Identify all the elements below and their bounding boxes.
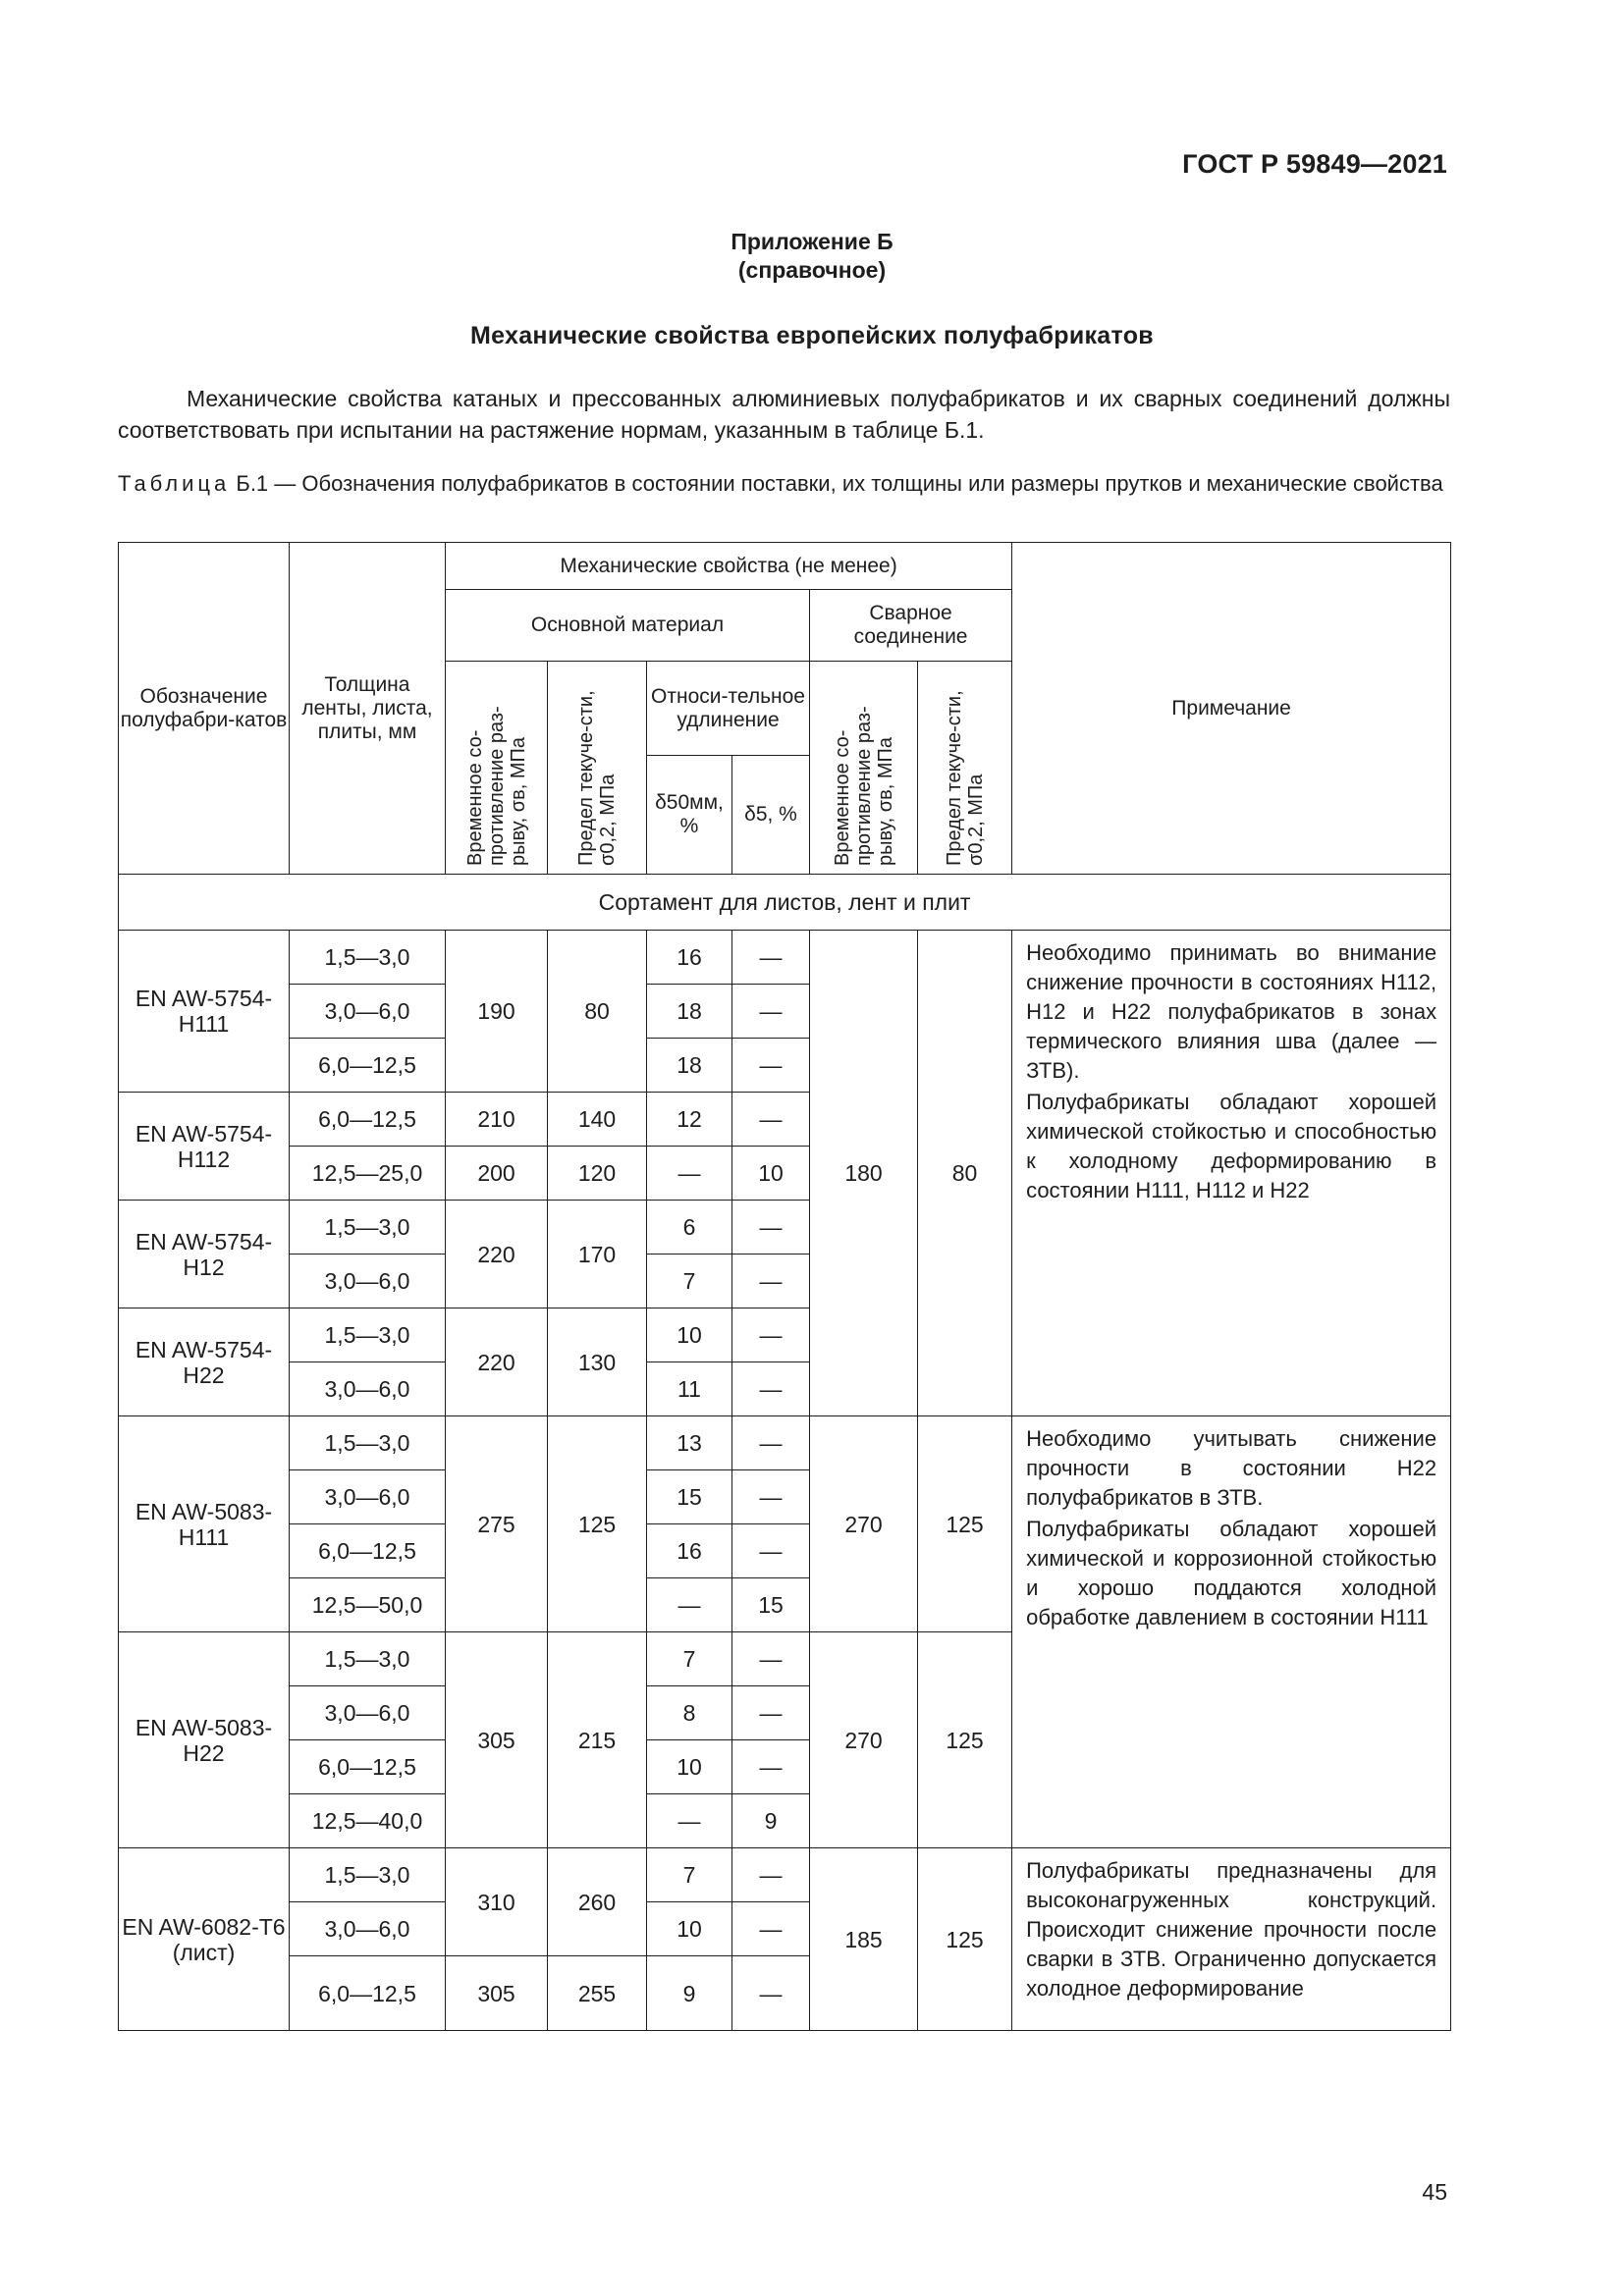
weld-tensile-cell: 270: [810, 1416, 918, 1632]
note-cell: [1012, 1848, 1451, 2031]
d5-cell: —: [732, 1686, 810, 1740]
d50-cell: 7: [647, 1848, 732, 1902]
yield-cell: 140: [548, 1093, 647, 1147]
header-mech: Механические свойства (не менее): [446, 543, 1012, 590]
d5-cell: —: [732, 1362, 810, 1416]
d50-cell: 13: [647, 1416, 732, 1470]
thickness-cell: 3,0—6,0: [290, 1470, 446, 1524]
d5-cell: —: [732, 1848, 810, 1902]
tensile-cell: 310: [446, 1848, 548, 1956]
caption-label: Таблица: [118, 471, 231, 496]
d50-cell: 12: [647, 1093, 732, 1147]
header-weld: Сварное соединение: [810, 590, 1012, 662]
d5-cell: 9: [732, 1794, 810, 1848]
tensile-cell: 305: [446, 1956, 548, 2031]
header-designation: Обозначение полуфабри-катов: [119, 543, 290, 875]
tensile-cell: 190: [446, 931, 548, 1093]
thickness-cell: 1,5—3,0: [290, 1416, 446, 1470]
page-number: 45: [1422, 2179, 1447, 2205]
thickness-cell: 6,0—12,5: [290, 1956, 446, 2031]
weld-tensile-cell: 270: [810, 1632, 918, 1848]
weld-tensile-cell: 185: [810, 1848, 918, 2031]
d50-cell: 16: [647, 1524, 732, 1578]
table-row: [119, 931, 1451, 985]
thickness-cell: 1,5—3,0: [290, 1201, 446, 1255]
d5-cell: —: [732, 1201, 810, 1255]
header-elongation: Относи-тельное удлинение: [647, 662, 810, 756]
thickness-cell: 6,0—12,5: [290, 1740, 446, 1794]
section-label: Сортамент для листов, лент и плит: [119, 875, 1451, 931]
yield-cell: 215: [548, 1632, 647, 1848]
note-paragraph: Полуфабрикаты обладают хорошей химической и коррозионной стойкостью и хорошо поддаются холодной обработке давлением в состоянии H111: [1026, 1517, 1437, 1629]
thickness-cell: 3,0—6,0: [290, 1255, 446, 1308]
thickness-cell: 12,5—25,0: [290, 1147, 446, 1201]
thickness-cell: 3,0—6,0: [290, 1686, 446, 1740]
designation-cell: EN AW-5754-H111: [119, 931, 290, 1093]
designation-cell: EN AW-5754-H112: [119, 1093, 290, 1201]
yield-cell: 130: [548, 1308, 647, 1416]
appendix-title: Приложение Б: [731, 229, 893, 254]
d5-cell: —: [732, 985, 810, 1039]
thickness-cell: 6,0—12,5: [290, 1524, 446, 1578]
d5-cell: —: [732, 1093, 810, 1147]
designation-cell: EN AW-5754-H12: [119, 1201, 290, 1308]
note-cell: [1012, 931, 1451, 1416]
yield-cell: 120: [548, 1147, 647, 1201]
designation-cell: EN AW-6082-T6 (лист): [119, 1848, 290, 2031]
thickness-cell: 3,0—6,0: [290, 985, 446, 1039]
d5-cell: —: [732, 1255, 810, 1308]
appendix-heading: [0, 228, 1624, 285]
d5-cell: —: [732, 1308, 810, 1362]
designation-cell: EN AW-5754-H22: [119, 1308, 290, 1416]
properties-table: [118, 542, 1451, 2031]
d5-cell: —: [732, 1632, 810, 1686]
thickness-cell: 1,5—3,0: [290, 1308, 446, 1362]
thickness-cell: 6,0—12,5: [290, 1093, 446, 1147]
tensile-cell: 305: [446, 1632, 548, 1848]
tensile-cell: 220: [446, 1308, 548, 1416]
d50-cell: 15: [647, 1470, 732, 1524]
tensile-cell: 220: [446, 1201, 548, 1308]
d50-cell: 9: [647, 1956, 732, 2031]
header-weld-tensile: Временное со-противление раз-рыву, σв, МПа: [810, 662, 918, 875]
thickness-cell: 6,0—12,5: [290, 1039, 446, 1093]
header-note: Примечание: [1012, 543, 1451, 875]
note-cell: [1012, 1416, 1451, 1848]
d5-cell: —: [732, 1740, 810, 1794]
d50-cell: 10: [647, 1308, 732, 1362]
d5-cell: —: [732, 1039, 810, 1093]
thickness-cell: 12,5—50,0: [290, 1578, 446, 1632]
standard-code: ГОСТ Р 59849—2021: [1182, 149, 1447, 179]
d5-cell: —: [732, 1416, 810, 1470]
thickness-cell: 3,0—6,0: [290, 1362, 446, 1416]
d5-cell: —: [732, 931, 810, 985]
weld-yield-cell: 125: [918, 1848, 1012, 2031]
d5-cell: —: [732, 1956, 810, 2031]
tensile-cell: 210: [446, 1093, 548, 1147]
d5-cell: 15: [732, 1578, 810, 1632]
thickness-cell: 1,5—3,0: [290, 1632, 446, 1686]
weld-yield-cell: 80: [918, 931, 1012, 1416]
d50-cell: 16: [647, 931, 732, 985]
appendix-kind: (справочное): [737, 257, 887, 283]
d50-cell: 7: [647, 1255, 732, 1308]
note-paragraph: Полуфабрикаты предназначены для высоконагруженных конструкций. Происходит снижение прочности после сварки в ЗТВ. Ограниченно допускается холодное деформирование: [1026, 1858, 1437, 2001]
caption-text: Б.1 — Обозначения полуфабрикатов в состоянии поставки, их толщины или размеры прутков и механические свойства: [230, 471, 1443, 496]
d50-cell: —: [647, 1147, 732, 1201]
d50-cell: 7: [647, 1632, 732, 1686]
yield-cell: 260: [548, 1848, 647, 1956]
d50-cell: 8: [647, 1686, 732, 1740]
thickness-cell: 1,5—3,0: [290, 931, 446, 985]
thickness-cell: 12,5—40,0: [290, 1794, 446, 1848]
d5-cell: —: [732, 1902, 810, 1956]
header-d5: δ5, %: [732, 756, 810, 875]
table-row: [119, 1848, 1451, 1902]
tensile-cell: 275: [446, 1416, 548, 1632]
d50-cell: —: [647, 1578, 732, 1632]
d50-cell: 11: [647, 1362, 732, 1416]
d50-cell: 6: [647, 1201, 732, 1255]
yield-cell: 255: [548, 1956, 647, 2031]
yield-cell: 170: [548, 1201, 647, 1308]
thickness-cell: 1,5—3,0: [290, 1848, 446, 1902]
note-paragraph: Необходимо учитывать снижение прочности в состоянии H22 полуфабрикатов в ЗТВ.: [1026, 1426, 1437, 1510]
designation-cell: EN AW-5083-H22: [119, 1632, 290, 1848]
header-yield: Предел текуче-сти, σ0,2, МПа: [548, 662, 647, 875]
yield-cell: 80: [548, 931, 647, 1093]
table-caption: [118, 469, 1450, 498]
d5-cell: —: [732, 1524, 810, 1578]
header-thickness: Толщина ленты, листа, плиты, мм: [290, 543, 446, 875]
header-d50: δ50мм, %: [647, 756, 732, 875]
yield-cell: 125: [548, 1416, 647, 1632]
d50-cell: 18: [647, 985, 732, 1039]
section-title: Механические свойства европейских полуфабрикатов: [470, 322, 1154, 349]
intro-paragraph: Механические свойства катаных и прессованных алюминиевых полуфабрикатов и их сварных соединений должны соответствовать при испытании на растяжение нормам, указанным в таблице Б.1.: [118, 386, 1450, 443]
d50-cell: —: [647, 1794, 732, 1848]
header-base: Основной материал: [446, 590, 810, 662]
thickness-cell: 3,0—6,0: [290, 1902, 446, 1956]
weld-yield-cell: 125: [918, 1632, 1012, 1848]
header-weld-yield: Предел текуче-сти, σ0,2, МПа: [918, 662, 1012, 875]
note-paragraph: Необходимо принимать во внимание снижение прочности в состояниях H112, H12 и H22 полуфабрикатов в зонах термического влияния шва (далее — ЗТВ).: [1026, 940, 1437, 1083]
weld-yield-cell: 125: [918, 1416, 1012, 1632]
header-tensile: Временное со-противление раз-рыву, σв, МПа: [446, 662, 548, 875]
d50-cell: 10: [647, 1902, 732, 1956]
weld-tensile-cell: 180: [810, 931, 918, 1416]
note-paragraph: Полуфабрикаты обладают хорошей химической стойкостью и способностью к холодному деформированию в состоянии H111, H112 и H22: [1026, 1090, 1437, 1202]
tensile-cell: 200: [446, 1147, 548, 1201]
d50-cell: 10: [647, 1740, 732, 1794]
designation-cell: EN AW-5083-H111: [119, 1416, 290, 1632]
table-row: [119, 1416, 1451, 1470]
d50-cell: 18: [647, 1039, 732, 1093]
d5-cell: 10: [732, 1147, 810, 1201]
d5-cell: —: [732, 1470, 810, 1524]
